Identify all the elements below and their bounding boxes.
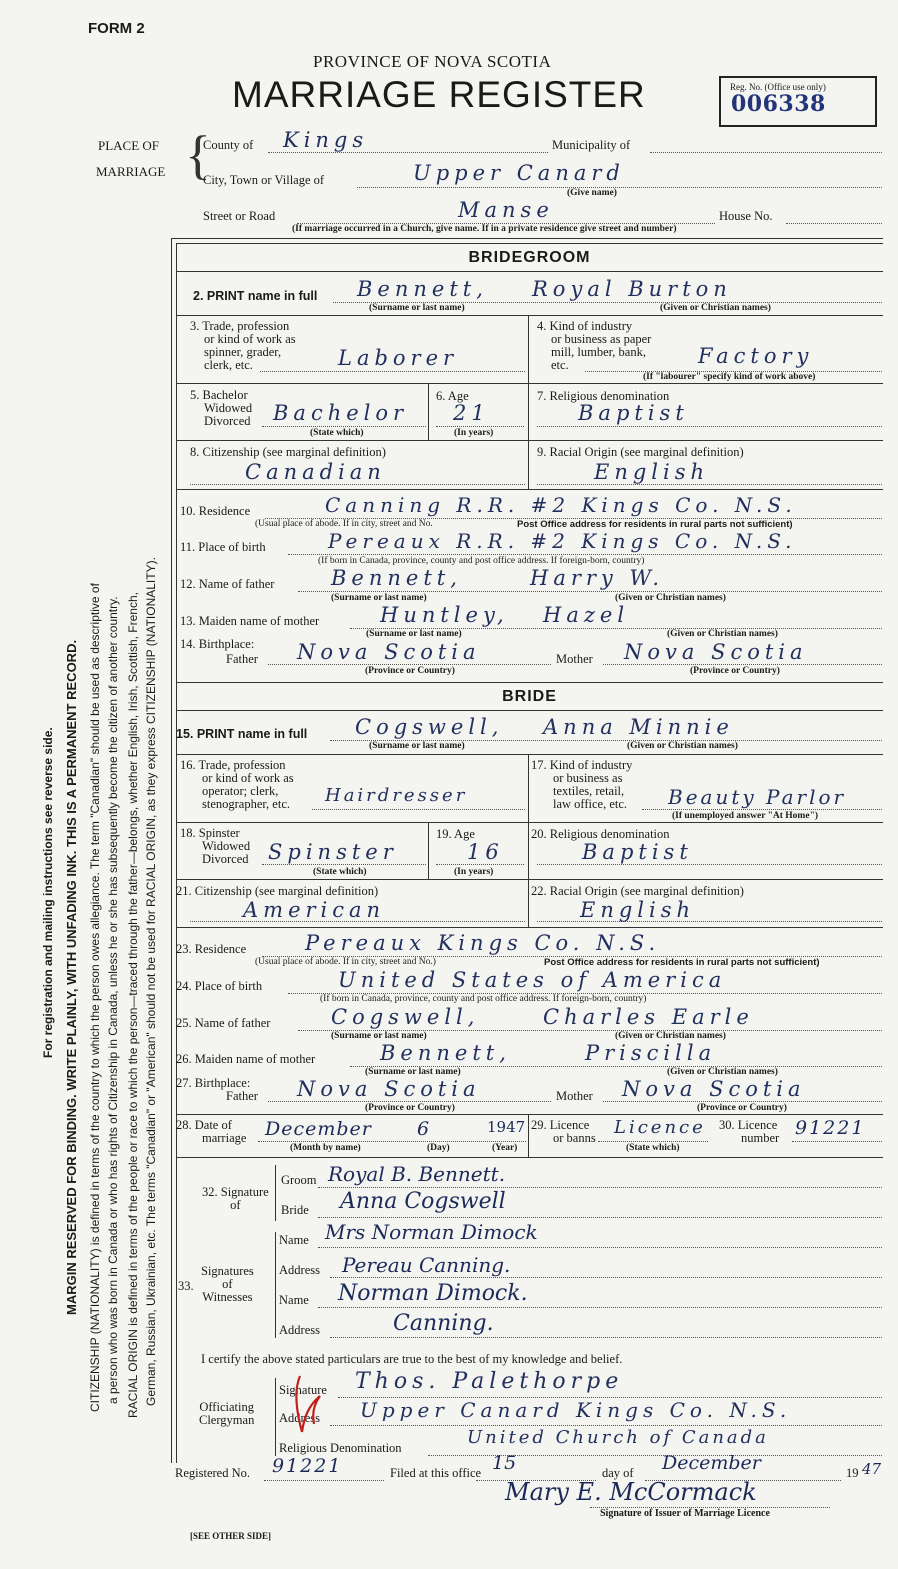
rule-b1 <box>176 710 883 711</box>
bride-bp-father-label: Father <box>226 1089 258 1103</box>
date-label-2: marriage <box>202 1131 247 1145</box>
w1-address: Pereau Canning. <box>342 1253 511 1277</box>
marriage-day: 6 <box>417 1118 430 1140</box>
groom-sig-label: Groom <box>281 1173 317 1187</box>
bride-age-line <box>436 864 524 865</box>
groom-citizenship: Canadian <box>245 460 386 484</box>
groom-trade-label <box>190 320 296 372</box>
bride-racial-label: 22. Racial Origin (see marginal definition) <box>531 884 744 898</box>
groom-father-surname: Bennett, <box>331 566 462 590</box>
bride-father-gn-note: (Given or Christian names) <box>615 1031 726 1041</box>
licence-no-line <box>792 1141 882 1142</box>
see-other-side: [SEE OTHER SIDE] <box>190 1531 272 1541</box>
bride-birthplace-note: (If born in Canada, province, county and post office address. If foreign-born, country) <box>320 994 647 1004</box>
groom-mother-gn-note: (Given or Christian names) <box>667 629 778 639</box>
bride-trade: Hairdresser <box>325 785 468 806</box>
groom-birthplace-label: 11. Place of birth <box>180 540 266 554</box>
groom-mother-label: 13. Maiden name of mother <box>180 614 320 628</box>
rule-g-v1 <box>528 315 529 383</box>
groom-mother-sn-note: (Surname or last name) <box>366 629 462 639</box>
margin-line-6: German, Russian, Ukrainian, etc. The terms "Canadian" or "American" should not be used for RACIAL ORIGIN, as they express CITIZENSHIP (NATIONALITY). <box>144 557 158 1406</box>
groom-status: Bachelor <box>273 401 409 425</box>
w2-address-line <box>330 1337 882 1338</box>
bride-status-l1: 18. Spinster <box>180 826 240 840</box>
form-label: FORM 2 <box>88 20 145 37</box>
house-line <box>786 223 882 224</box>
red-check-icon <box>290 1370 328 1442</box>
licence-label-2: or banns <box>553 1131 596 1145</box>
bride-mother-surname: Bennett, <box>380 1041 511 1065</box>
witness-bracket <box>275 1232 276 1338</box>
municipality-line <box>650 152 882 153</box>
groom-bp-father: Nova Scotia <box>297 640 481 664</box>
rule-b-v3 <box>528 822 529 879</box>
w2-name-label: Name <box>279 1293 309 1307</box>
officiating-label-1: Officiating <box>199 1400 254 1414</box>
bride-bp-father: Nova Scotia <box>297 1077 481 1101</box>
day-note: (Day) <box>427 1143 450 1153</box>
groom-signature: Royal B. Bennett. <box>328 1162 506 1186</box>
province-heading: PROVINCE OF NOVA SCOTIA <box>313 52 552 71</box>
bride-religion-label: 20. Religious denomination <box>531 827 670 841</box>
groom-bp-father-line <box>268 664 551 665</box>
filed-day: 15 <box>492 1452 517 1474</box>
witness-label-3: Witnesses <box>202 1290 253 1304</box>
officiating-label <box>199 1401 254 1427</box>
bride-residence-note: (Usual place of abode. If in city, street and No.) <box>255 957 436 967</box>
rule-b-v1 <box>528 754 529 822</box>
bride-bp-father-line <box>268 1101 551 1102</box>
groom-industry-note: (If "labourer" specify kind of work above) <box>643 372 816 382</box>
reg-no-label: Reg. No. (Office use only) <box>730 82 826 92</box>
groom-ind-l1: 4. Kind of industry <box>537 319 633 333</box>
margin-line-3: CITIZENSHIP (NATIONALITY) is defined in terms of the country to which the person owes allegiance. The term "Canadian" should be used as descriptive of <box>88 583 102 1412</box>
w1-address-label: Address <box>279 1263 320 1277</box>
bride-religion-line <box>537 864 882 865</box>
groom-bp-label: 14. Birthplace: <box>180 637 255 651</box>
bride-sig-line <box>318 1217 882 1218</box>
marriage-month: December <box>265 1118 372 1140</box>
groom-bp-mother-label: Mother <box>556 652 593 666</box>
groom-bp-mother-line <box>603 664 882 665</box>
bride-status-line <box>262 864 426 865</box>
rule-b-v2 <box>428 822 429 879</box>
bride-residence-note-b: Post Office address for residents in rural parts not sufficient) <box>544 957 820 968</box>
rule-g5 <box>176 489 883 490</box>
groom-religion: Baptist <box>578 401 689 425</box>
groom-industry-label <box>537 320 651 372</box>
place-brace: { <box>185 125 211 185</box>
rule-b2 <box>176 754 883 755</box>
church-note: (If marriage occurred in a Church, give name. If in a private residence give street and number) <box>292 224 677 234</box>
bride-ind-l2: or business as <box>553 771 623 785</box>
groom-province-note: (Province or Country) <box>365 666 455 676</box>
filed-label: Filed at this office <box>390 1466 482 1480</box>
clergy-signature: Thos. Palethorpe <box>355 1369 624 1394</box>
groom-name-label-text: 2. PRINT name in full <box>193 289 318 303</box>
groom-trade-line <box>260 371 525 372</box>
groom-father-gn-note: (Given or Christian names) <box>615 593 726 603</box>
bride-ind-l1: 17. Kind of industry <box>531 758 633 772</box>
bride-status-l2: Widowed <box>202 839 251 853</box>
reg-no-box <box>719 76 877 127</box>
groom-birthplace: Pereaux R.R. #2 Kings Co. N.S. <box>328 529 797 553</box>
bride-state-which: (State which) <box>313 867 367 877</box>
groom-ind-l3: mill, lumber, bank, <box>551 345 646 359</box>
bride-industry-note: (If unemployed answer "At Home") <box>672 811 819 821</box>
groom-trade-l4: clerk, etc. <box>204 358 253 372</box>
groom-industry: Factory <box>698 344 814 368</box>
bride-age-label: 19. Age <box>436 827 475 841</box>
w2-address-label: Address <box>279 1323 320 1337</box>
clergy-address-label: Address <box>279 1411 320 1425</box>
w2-address: Canning. <box>393 1311 494 1336</box>
bride-status-l3: Divorced <box>202 852 249 866</box>
bride-industry: Beauty Parlor <box>668 785 847 809</box>
groom-racial-label: 9. Racial Origin (see marginal definition) <box>537 445 744 459</box>
bride-name-label-text: 15. PRINT name in full <box>176 727 308 741</box>
bride-birthplace-label: 24. Place of birth <box>176 979 263 993</box>
licence-label <box>531 1119 596 1145</box>
bride-father-sn-note: (Surname or last name) <box>331 1031 427 1041</box>
licence-line <box>598 1141 708 1142</box>
groom-trade-l2: or kind of work as <box>204 332 296 346</box>
groom-ind-l4: etc. <box>551 358 569 372</box>
groom-age-label: 6. Age <box>436 389 469 403</box>
groom-trade: Laborer <box>338 346 459 370</box>
groom-residence-label: 10. Residence <box>180 504 251 518</box>
margin-line-5: RACIAL ORIGIN is defined in terms of the people or race to which the person—traced through the father—belongs, whether English, Irish, Scottish, French, <box>126 592 140 1418</box>
bride-trade-line <box>312 809 525 810</box>
groom-province-note-b: (Province or Country) <box>690 666 780 676</box>
groom-residence-note: (Usual place of abode. If in city, street and No. <box>255 519 433 529</box>
month-note: (Month by name) <box>290 1143 361 1153</box>
bride-ind-line <box>642 809 882 810</box>
year-prefix: 19 <box>846 1466 859 1480</box>
sig-label-2: of <box>230 1198 241 1212</box>
bride-bp-mother: Nova Scotia <box>622 1077 806 1101</box>
filed-month: December <box>662 1452 761 1474</box>
clergy-bracket <box>275 1378 276 1456</box>
groom-given-note: (Given or Christian names) <box>660 303 771 313</box>
rule-b6 <box>176 1114 883 1115</box>
date-label-1: 28. Date of <box>176 1118 232 1132</box>
bridegroom-heading: BRIDEGROOM <box>468 249 591 266</box>
day-of-label: day of <box>602 1466 634 1480</box>
city-value: Upper Canard <box>413 161 625 185</box>
groom-sig-line <box>318 1187 882 1188</box>
margin-line-2: MARGIN RESERVED FOR BINDING. WRITE PLAINLY, WITH UNFADING INK. THIS IS A PERMANENT RECORD. <box>64 639 79 1315</box>
w2-name-line <box>318 1307 882 1308</box>
place-label-b: MARRIAGE <box>96 164 166 179</box>
licence-label-1: 29. Licence <box>531 1118 590 1132</box>
reg-no-value: 006338 <box>731 91 826 117</box>
bride-age: 16 <box>467 840 504 864</box>
bride-racial: English <box>580 898 696 922</box>
licence-note: (State which) <box>626 1143 680 1153</box>
bride-trade-label <box>180 759 294 811</box>
groom-religion-label: 7. Religious denomination <box>537 389 670 403</box>
give-name-note: (Give name) <box>567 188 617 198</box>
licence-value: Licence <box>614 1117 706 1138</box>
bride-province-note-b: (Province or Country) <box>697 1103 787 1113</box>
bride-province-note: (Province or Country) <box>365 1103 455 1113</box>
rule-b-v4 <box>528 879 529 927</box>
rule-b4 <box>176 879 883 880</box>
city-label: City, Town or Village of <box>203 173 325 187</box>
groom-status-l2: Widowed <box>204 401 253 415</box>
rule-g2 <box>176 315 883 316</box>
city-line <box>357 187 882 188</box>
licence-no-label-1: 30. Licence <box>719 1118 778 1132</box>
bride-trade-l3: operator; clerk, <box>202 784 279 798</box>
clergy-sig-label: Signature <box>279 1383 327 1397</box>
registered-label: Registered No. <box>175 1466 250 1480</box>
issuer-signature: Mary E. McCormack <box>505 1478 757 1506</box>
groom-status-l3: Divorced <box>204 414 251 428</box>
groom-father-sn-note: (Surname or last name) <box>331 593 427 603</box>
groom-bp-mother: Nova Scotia <box>624 640 808 664</box>
licence-no-value: 91221 <box>795 1117 866 1139</box>
groom-birthplace-line <box>288 554 882 555</box>
licence-no-label <box>719 1119 779 1145</box>
clergy-address-line <box>330 1425 882 1426</box>
rule-g3 <box>176 383 883 384</box>
bride-trade-l2: or kind of work as <box>202 771 294 785</box>
rule-g-v3 <box>528 383 529 440</box>
clergy-religion-label: Religious Denomination <box>279 1441 402 1455</box>
witness-label-2: of <box>222 1277 233 1291</box>
sig-label <box>202 1186 269 1212</box>
bride-citizenship-label: 21. Citizenship (see marginal definition) <box>176 884 379 898</box>
bride-bp-mother-line <box>603 1101 882 1102</box>
bride-status-label <box>180 827 250 866</box>
groom-status-label <box>190 389 252 428</box>
licence-no-label-2: number <box>741 1131 780 1145</box>
bride-religion: Baptist <box>582 840 693 864</box>
rule-d-v1 <box>528 1114 529 1157</box>
bride-citizenship: American <box>243 898 386 922</box>
groom-mother-surname: Huntley, <box>380 603 509 627</box>
w1-name-line <box>318 1247 882 1248</box>
w1-name: Mrs Norman Dimock <box>325 1220 538 1244</box>
groom-mother-given: Hazel <box>543 603 630 627</box>
street-label: Street or Road <box>203 209 276 223</box>
rule-g-v2 <box>428 383 429 440</box>
registered-line <box>264 1480 384 1481</box>
groom-residence: Canning R.R. #2 Kings Co. N.S. <box>325 493 797 517</box>
groom-citizenship-label: 8. Citizenship (see marginal definition) <box>190 445 386 459</box>
groom-bp-father-label: Father <box>226 652 258 666</box>
page-title: MARRIAGE REGISTER <box>232 74 646 115</box>
groom-cit-line <box>190 484 525 485</box>
municipality-label: Municipality of <box>552 138 631 152</box>
frame-top-inner <box>176 243 883 244</box>
street-value: Manse <box>458 198 554 222</box>
groom-birthplace-note: (If born in Canada, province, county and post office address. If foreign-born, country) <box>318 556 645 566</box>
groom-father-given: Harry W. <box>530 566 665 590</box>
county-line <box>268 152 548 153</box>
bride-trade-l4: stenographer, etc. <box>202 797 291 811</box>
bride-bp-mother-label: Mother <box>556 1089 593 1103</box>
clergy-religion: United Church of Canada <box>467 1427 769 1448</box>
bride-mother-given: Priscilla <box>585 1041 717 1065</box>
clergy-address: Upper Canard Kings Co. N.S. <box>360 1398 792 1422</box>
registered-no: 91221 <box>272 1455 343 1477</box>
groom-status-l1: 5. Bachelor <box>190 388 248 402</box>
place-label-a: PLACE OF <box>98 138 160 153</box>
date-label <box>176 1119 246 1145</box>
bride-mother-gn-note: (Given or Christian names) <box>667 1067 778 1077</box>
bride-years-note: (In years) <box>454 867 494 877</box>
witness-no: 33. <box>178 1279 194 1293</box>
bride-father-surname: Cogswell, <box>331 1005 480 1029</box>
date-line <box>258 1141 526 1142</box>
marriage-year: 1947 <box>487 1118 526 1136</box>
rule-d1 <box>176 1157 883 1158</box>
bride-mother-sn-note: (Surname or last name) <box>365 1067 461 1077</box>
bride-sig-label: Bride <box>281 1203 309 1217</box>
groom-father-line <box>298 591 882 592</box>
groom-trade-l1: 3. Trade, profession <box>190 319 290 333</box>
groom-years-note: (In years) <box>454 428 494 438</box>
groom-racial-line <box>537 484 882 485</box>
margin-line-1: For registration and mailing instructions see reverse side. <box>41 727 55 1058</box>
frame-top-outer <box>171 238 883 239</box>
bride-birthplace: United States of America <box>338 968 727 992</box>
groom-ind-l2: or business as paper <box>551 332 652 346</box>
rule-g6 <box>176 682 883 683</box>
rule-g1 <box>176 271 883 272</box>
groom-status-line <box>262 426 426 427</box>
rule-g4 <box>176 440 883 441</box>
bride-ind-l4: law office, etc. <box>553 797 628 811</box>
sig-bracket <box>275 1165 276 1221</box>
bride-residence: Pereaux Kings Co. N.S. <box>305 931 661 955</box>
frame-left-inner <box>176 243 177 1463</box>
groom-surname: Bennett, <box>357 277 488 301</box>
witness-label-1: Signatures <box>201 1264 254 1278</box>
bride-signature: Anna Cogswell <box>340 1189 506 1214</box>
county-value: Kings <box>283 128 369 152</box>
margin-line-4: a person who was born in Canada or who has rights of Citizenship in Canada, unless he or she has subsequently become the citizen of another country. <box>106 596 120 1404</box>
bride-industry-label <box>531 759 632 811</box>
groom-age: 21 <box>453 401 490 425</box>
frame-left-outer <box>171 238 172 1463</box>
bride-heading: BRIDE <box>502 688 557 705</box>
groom-trade-l3: spinner, grader, <box>204 345 282 359</box>
bride-mother-label: 26. Maiden name of mother <box>176 1052 316 1066</box>
groom-racial: English <box>594 460 710 484</box>
year-note: (Year) <box>492 1143 518 1153</box>
bride-surname-note: (Surname or last name) <box>369 741 465 751</box>
bride-father-label: 25. Name of father <box>176 1016 271 1030</box>
rule-b5 <box>176 927 883 928</box>
officiating-label-2: Clergyman <box>199 1413 255 1427</box>
sig-label-1: 32. Signature <box>202 1185 269 1199</box>
rule-b3 <box>176 822 883 823</box>
bride-residence-label: 23. Residence <box>176 942 247 956</box>
witness-label <box>201 1265 254 1304</box>
groom-given: Royal Burton <box>532 277 732 301</box>
bride-name-label <box>176 727 307 742</box>
w2-name: Norman Dimock. <box>338 1281 528 1306</box>
groom-religion-line <box>537 426 882 427</box>
year-suffix: 47 <box>862 1460 882 1478</box>
bride-surname: Cogswell, <box>355 715 504 739</box>
certify-statement: I certify the above stated particulars are true to the best of my knowledge and belief. <box>201 1352 623 1366</box>
groom-father-label: 12. Name of father <box>180 577 275 591</box>
bride-bp-label: 27. Birthplace: <box>176 1076 251 1090</box>
bride-status: Spinster <box>268 840 398 864</box>
county-label: County of <box>203 138 254 152</box>
house-label: House No. <box>719 209 773 223</box>
groom-surname-note: (Surname or last name) <box>369 303 465 313</box>
groom-state-which: (State which) <box>310 428 364 438</box>
bride-given-note: (Given or Christian names) <box>627 741 738 751</box>
bride-trade-l1: 16. Trade, profession <box>180 758 286 772</box>
groom-residence-note-b: Post Office address for residents in rural parts not sufficient) <box>517 519 793 530</box>
groom-age-line <box>436 426 524 427</box>
w1-address-line <box>330 1277 882 1278</box>
bride-given: Anna Minnie <box>543 715 734 739</box>
bride-ind-l3: textiles, retail, <box>553 784 625 798</box>
bride-father-given: Charles Earle <box>543 1005 754 1029</box>
w1-name-label: Name <box>279 1233 309 1247</box>
groom-name-label <box>193 289 317 304</box>
rule-g-v4 <box>528 440 529 489</box>
issuer-label: Signature of Issuer of Marriage Licence <box>600 1508 770 1519</box>
